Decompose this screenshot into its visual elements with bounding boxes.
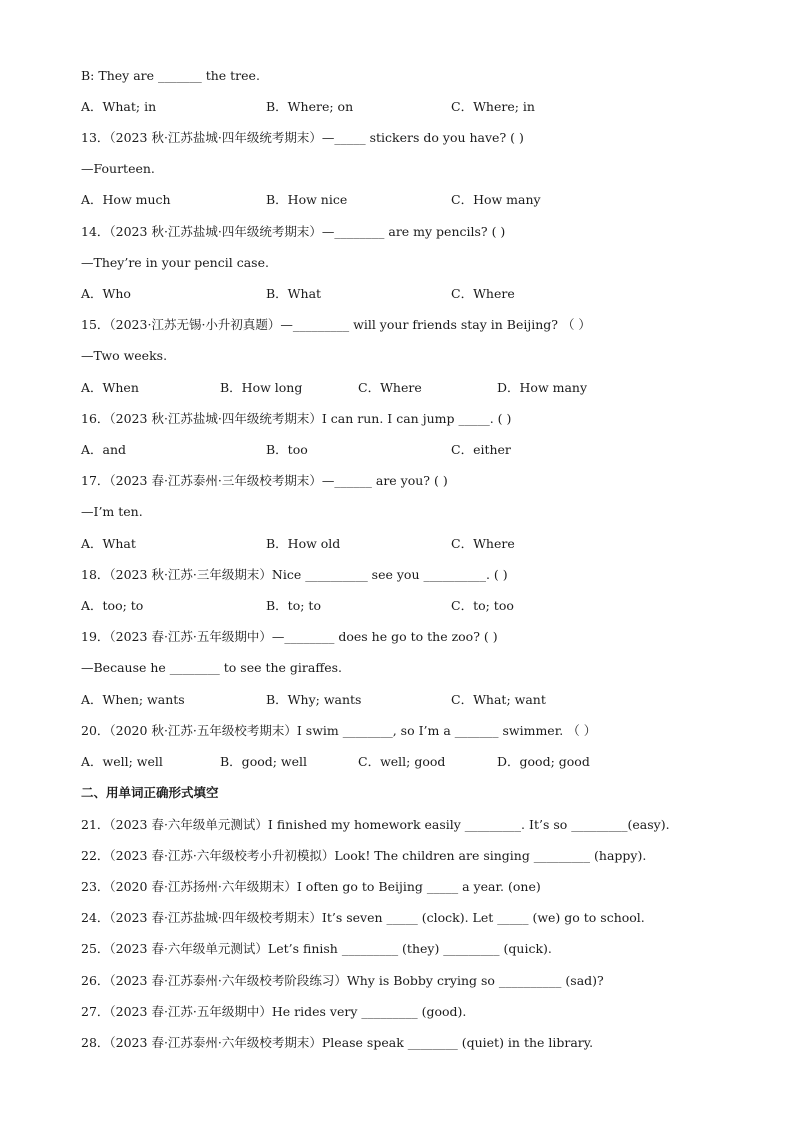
answer-option: C．to; too: [451, 598, 514, 613]
answer-option: A．How much: [81, 192, 171, 207]
question-line: —Fourteen.: [81, 161, 155, 176]
question-line: 15．（2023·江苏无锡·小升初真题）—_________ will your friends stay in Beijing? （ ）: [81, 317, 591, 332]
answer-option: A．What; in: [81, 99, 157, 114]
answer-options: [81, 97, 754, 117]
answer-option: B．What: [266, 286, 322, 301]
question-line: 28．（2023 春·江苏泰州·六年级校考期末）Please speak ________ (quiet) in the library.: [81, 1035, 594, 1050]
answer-option: D．good; good: [497, 754, 590, 769]
answer-option: A．When: [81, 380, 139, 395]
question-line: —I’m ten.: [81, 504, 143, 519]
answer-options: [81, 534, 754, 554]
question-line: 26．（2023 春·江苏泰州·六年级校考阶段练习）Why is Bobby crying so __________ (sad)?: [81, 973, 604, 988]
question-line: 18．（2023 秋·江苏·三年级期末）Nice __________ see you __________. ( ): [81, 567, 508, 582]
answer-option: A．too; to: [81, 598, 144, 613]
question-line: 19．（2023 春·江苏·五年级期中）—________ does he go to the zoo? ( ): [81, 629, 498, 644]
answer-options: [81, 752, 754, 772]
question-line: 17．（2023 春·江苏泰州·三年级校考期末）—______ are you? ( ): [81, 473, 448, 488]
answer-option: C．Where; in: [451, 99, 535, 114]
answer-option: C．How many: [451, 192, 541, 207]
answer-option: C．Where: [358, 380, 422, 395]
question-line: 23．（2020 春·江苏扬州·六年级期末）I often go to Beijing _____ a year. (one): [81, 879, 541, 894]
question-line: —Two weeks.: [81, 348, 168, 363]
question-line: —Because he ________ to see the giraffes.: [81, 660, 343, 675]
answer-option: B．How long: [220, 380, 303, 395]
answer-option: B．How old: [266, 536, 341, 551]
answer-option: B．good; well: [220, 754, 308, 769]
question-line: 16．（2023 秋·江苏盐城·四年级统考期末）I can run. I can jump _____. ( ): [81, 411, 512, 426]
answer-options: [81, 190, 754, 210]
question-line: 27．（2023 春·江苏·五年级期中）He rides very _________ (good).: [81, 1004, 467, 1019]
question-line: 24．（2023 春·江苏盐城·四年级校考期末）It’s seven _____ (clock). Let _____ (we) go to school.: [81, 910, 645, 925]
answer-option: C．What; want: [451, 692, 546, 707]
question-line: B: They are _______ the tree.: [81, 68, 260, 83]
answer-option: A．Who: [81, 286, 131, 301]
answer-option: C．either: [451, 442, 511, 457]
answer-option: D．How many: [497, 380, 588, 395]
question-line: 13．（2023 秋·江苏盐城·四年级统考期末）—_____ stickers do you have? ( ): [81, 130, 524, 145]
answer-options: [81, 378, 754, 398]
answer-option: C．Where: [451, 286, 515, 301]
question-line: —They’re in your pencil case.: [81, 255, 269, 270]
answer-options: [81, 690, 754, 710]
answer-option: A．What: [81, 536, 136, 551]
answer-options: [81, 596, 754, 616]
answer-option: B．too: [266, 442, 308, 457]
question-line: 25．（2023 春·六年级单元测试）Let’s finish _________ (they) _________ (quick).: [81, 941, 552, 956]
answer-options: [81, 440, 754, 460]
question-line: 21．（2023 春·六年级单元测试）I finished my homework easily _________. It’s so _________(easy).: [81, 817, 670, 832]
section-heading: 二、用单词正确形式填空: [81, 785, 219, 800]
answer-option: B．Why; wants: [266, 692, 362, 707]
answer-option: C．Where: [451, 536, 515, 551]
answer-option: B．to; to: [266, 598, 321, 613]
question-line: 14．（2023 秋·江苏盐城·四年级统考期末）—________ are my pencils? ( ): [81, 224, 506, 239]
answer-option: A．and: [81, 442, 127, 457]
question-line: 20．（2020 秋·江苏·五年级校考期末）I swim ________, so I’m a _______ swimmer. （ ）: [81, 723, 597, 738]
answer-options: [81, 284, 754, 304]
answer-option: B．Where; on: [266, 99, 354, 114]
answer-option: C．well; good: [358, 754, 446, 769]
answer-option: B．How nice: [266, 192, 348, 207]
question-line: 22．（2023 春·江苏·六年级校考小升初模拟）Look! The children are singing _________ (happy).: [81, 848, 647, 863]
answer-option: A．When; wants: [81, 692, 185, 707]
answer-option: A．well; well: [81, 754, 163, 769]
